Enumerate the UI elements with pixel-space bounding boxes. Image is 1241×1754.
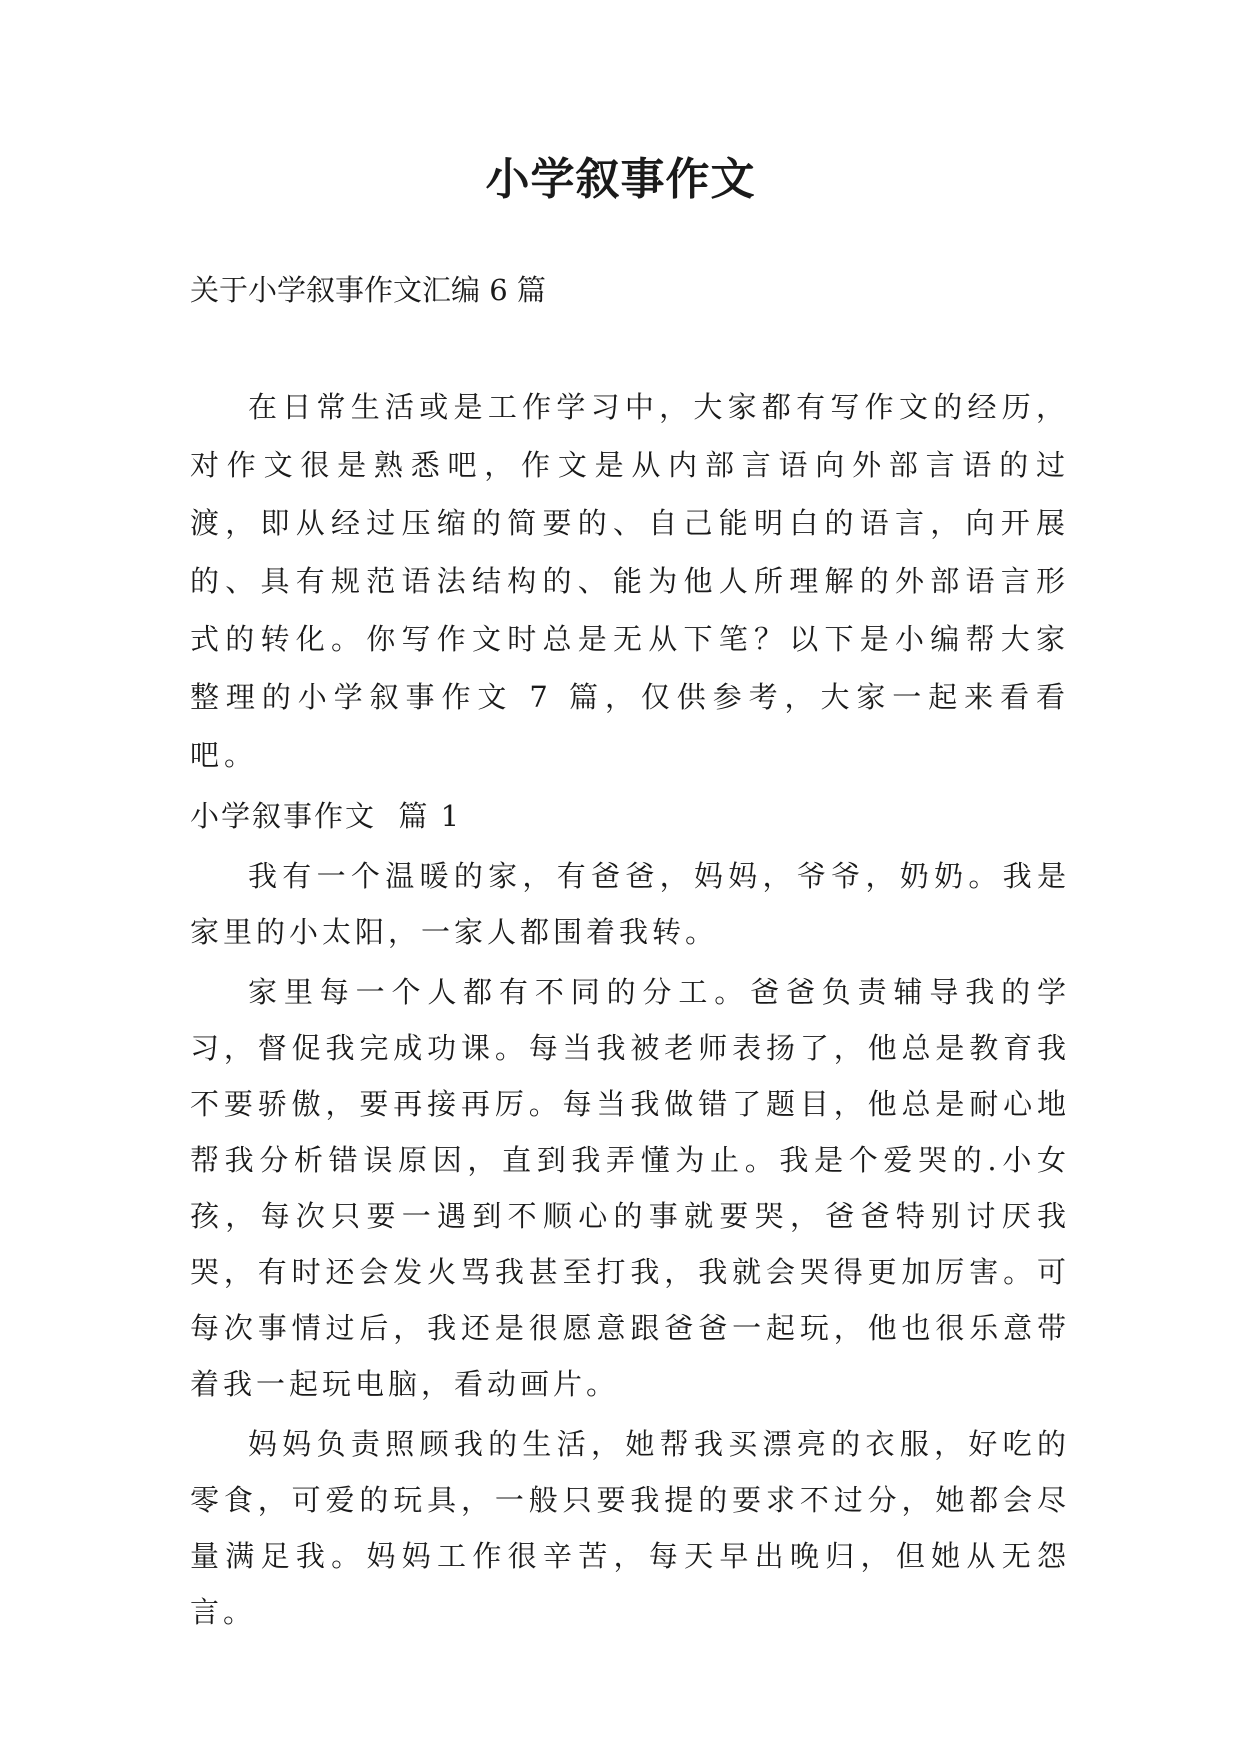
document-title: 小学叙事作文 xyxy=(485,154,756,205)
section-heading: 小学叙事作文 篇 1 xyxy=(190,799,462,833)
body-paragraph: 家里每一个人都有不同的分工。爸爸负责辅导我的学习，督促我完成功课。每当我被老师表扬了，他总是教育我不要骄傲，要再接再厉。每当我做错了题目，他总是耐心地帮我分析错误原因，直到我弄懂为止。我是个爱哭的.小女孩，每次只要一遇到不顺心的事就要哭，爸爸特别讨厌我哭，有时还会发火骂我甚至打我，我就会哭得更加厉害。可每次事情过后，我还是很愿意跟爸爸一起玩，他也很乐意带着我一起玩电脑，看动画片。 xyxy=(190,975,1070,1401)
intro-paragraph: 在日常生活或是工作学习中，大家都有写作文的经历，对作文很是熟悉吧，作文是从内部言语向外部言语的过渡，即从经过压缩的简要的、自己能明白的语言，向开展的、具有规范语法结构的、能为他人所理解的外部语言形式的转化。你写作文时总是无从下笔？以下是小编帮大家整理的小学叙事作文 7 篇，仅供参考，大家一起来看看吧。 xyxy=(190,390,1070,772)
document-subtitle: 关于小学叙事作文汇编 6 篇 xyxy=(190,273,546,307)
document-body xyxy=(190,260,1070,1644)
body-paragraph: 我有一个温暖的家，有爸爸，妈妈，爷爷，奶奶。我是家里的小太阳，一家人都围着我转。 xyxy=(190,859,1070,949)
body-paragraph: 妈妈负责照顾我的生活，她帮我买漂亮的衣服，好吃的零食，可爱的玩具，一般只要我提的要求不过分，她都会尽量满足我。妈妈工作很辛苦，每天早出晚归，但她从无怨言。 xyxy=(190,1427,1070,1629)
